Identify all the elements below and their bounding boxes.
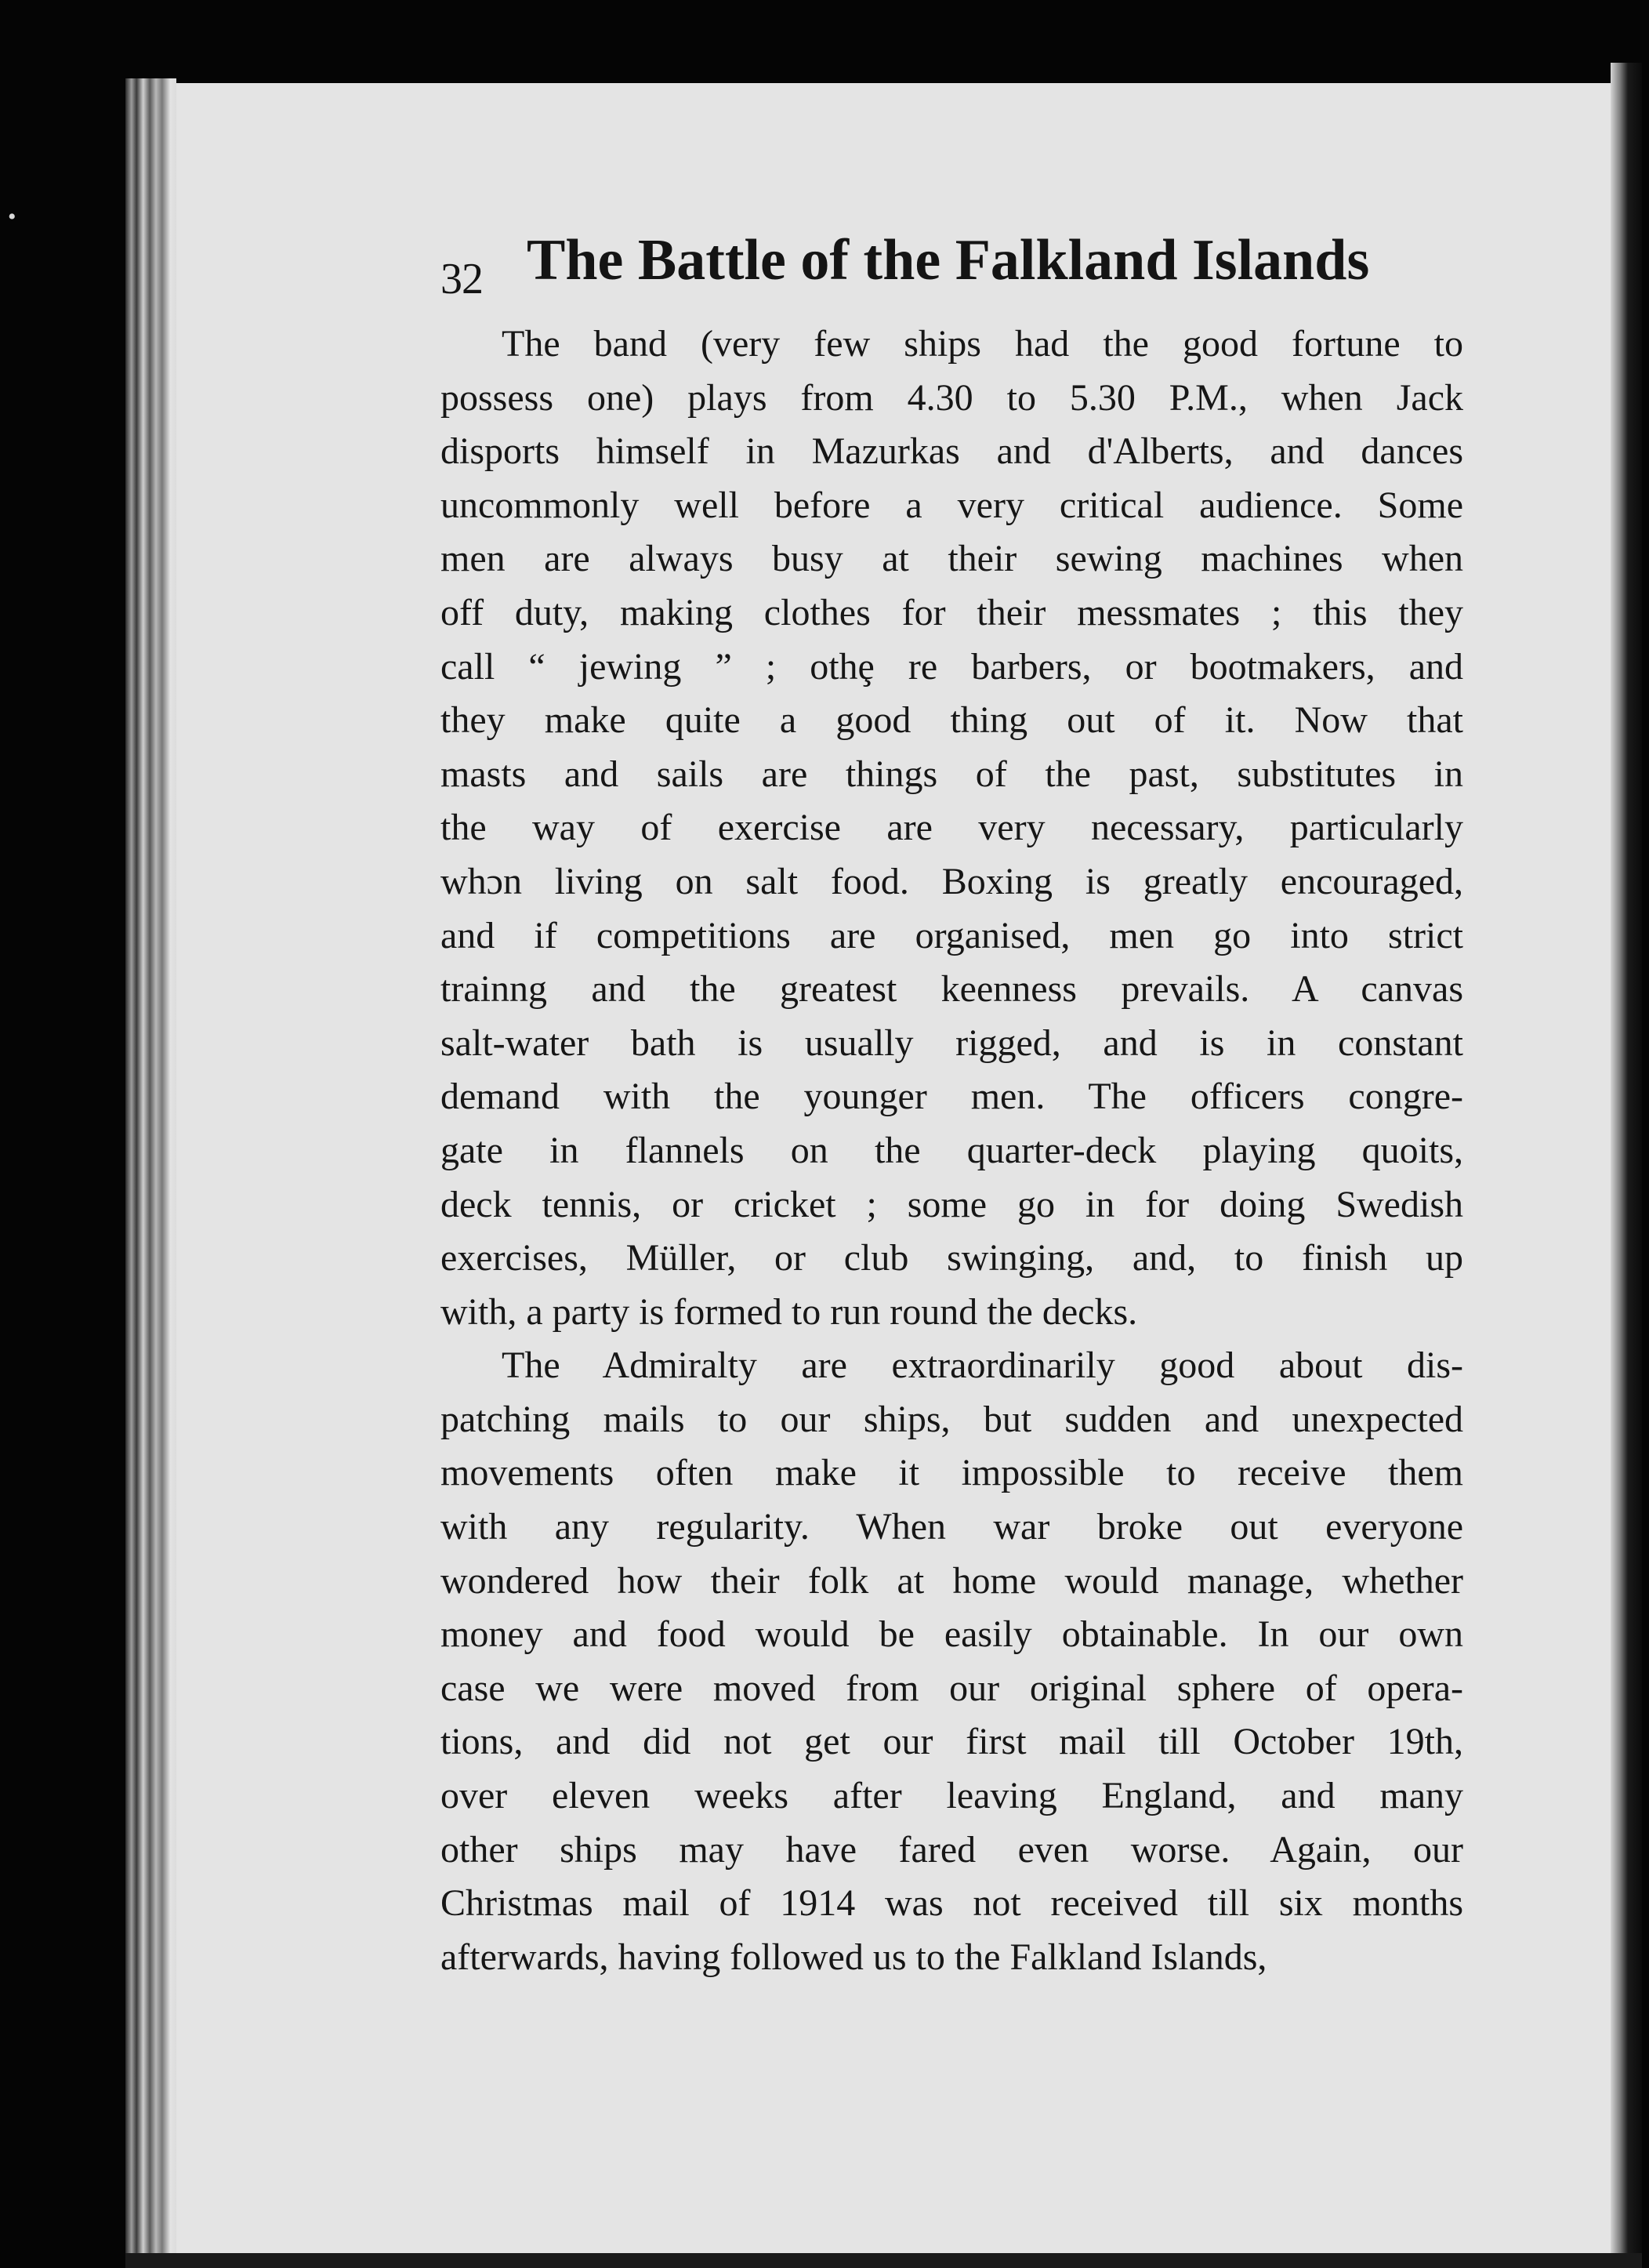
text-line: trainng and the greatest keenness prevails. A canvas — [440, 968, 1463, 1011]
text-line: money and food would be easily obtainable. In our own — [440, 1613, 1463, 1656]
text-line: and if competitions are organised, men go into strict — [440, 914, 1463, 956]
text-line: Christmas mail of 1914 was not received till six months — [440, 1882, 1463, 1925]
text-line: case we were moved from our original sphere of opera- — [440, 1667, 1463, 1709]
text-line: other ships may have fared even worse. Again, our — [440, 1828, 1463, 1871]
text-line: salt-water bath is usually rigged, and is in constant — [440, 1022, 1463, 1064]
page-bottom-edge — [125, 2253, 1642, 2268]
page-header — [440, 227, 1459, 314]
body-text — [440, 318, 1463, 1984]
text-line: gate in flannels on the quarter-deck playing quoits, — [440, 1129, 1463, 1171]
text-line: movements often make it impossible to receive them — [440, 1452, 1463, 1494]
text-line: demand with the younger men. The officers congre- — [440, 1076, 1463, 1118]
text-line: tions, and did not get our first mail till October 19th, — [440, 1721, 1463, 1763]
text-line: afterwards, having followed us to the Falkland Islands, — [440, 1936, 1267, 1978]
text-line: over eleven weeks after leaving England, and many — [440, 1775, 1463, 1817]
text-line: men are always busy at their sewing machines when — [440, 538, 1463, 580]
scan-speck-mark: • — [8, 204, 16, 230]
text-line: exercises, Müller, or club swinging, and, to finish up — [440, 1237, 1463, 1279]
text-line: The band (very few ships had the good fortune to — [502, 323, 1463, 365]
text-line: with any regularity. When war broke out everyone — [440, 1506, 1463, 1548]
text-line: they make quite a good thing out of it. Now that — [440, 699, 1463, 742]
text-line: patching mails to our ships, but sudden and unexpected — [440, 1398, 1463, 1440]
page-right-edge — [1611, 63, 1642, 2266]
text-line: the way of exercise are very necessary, particularly — [440, 807, 1463, 849]
text-line: off duty, making clothes for their messmates ; this they — [440, 591, 1463, 633]
text-line: call “ jewing ” ; othȩ re barbers, or bootmakers, and — [440, 645, 1463, 688]
text-line: uncommonly well before a very critical audience. Some — [440, 484, 1463, 526]
text-line: possess one) plays from 4.30 to 5.30 P.M., when Jack — [440, 376, 1463, 419]
page-binding-edge — [125, 78, 176, 2266]
text-line: wondered how their folk at home would manage, whether — [440, 1559, 1463, 1602]
text-line: whɔn living on salt food. Boxing is greatly encouraged, — [440, 860, 1463, 902]
text-line: disports himself in Mazurkas and d'Alberts, and dances — [440, 430, 1463, 473]
running-title: The Battle of the Falkland Islands — [527, 228, 1370, 292]
text-line: The Admiralty are extraordinarily good about dis- — [502, 1344, 1463, 1387]
page-number: 32 — [440, 255, 483, 303]
text-line: deck tennis, or cricket ; some go in for doing Swedish — [440, 1183, 1463, 1225]
text-line: with, a party is formed to run round the decks. — [440, 1290, 1138, 1333]
text-line: masts and sails are things of the past, substitutes in — [440, 753, 1463, 795]
